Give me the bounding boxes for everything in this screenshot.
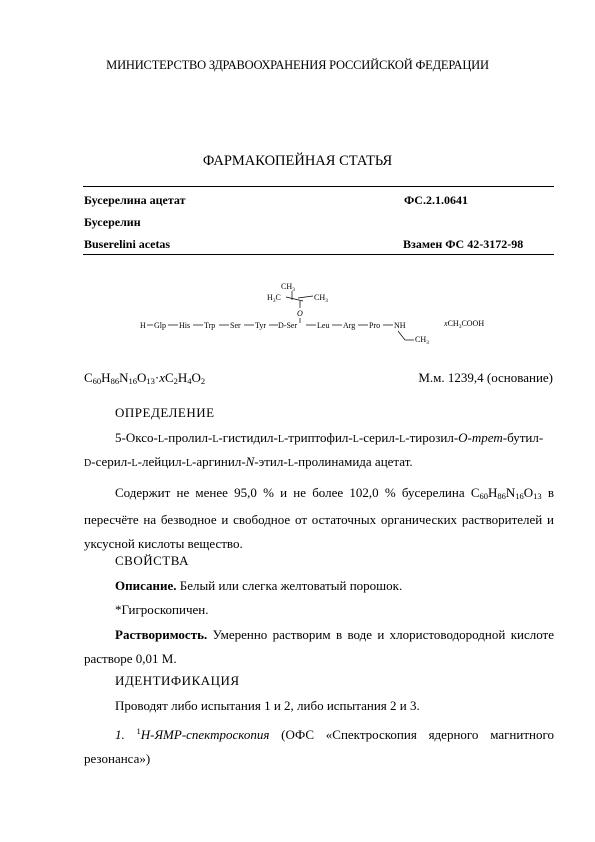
ethyl-label: $CH_3$ <box>415 335 429 346</box>
section-identification-heading: ИДЕНТИФИКАЦИЯ <box>115 673 240 688</box>
substance-name-ru: Бусерелина ацетат <box>84 193 186 207</box>
seq-trp: Trp <box>204 321 216 330</box>
properties-solubility: Растворимость. Умеренно растворим в воде и хлористоводородной кислоте растворе 0,01 М. <box>84 627 554 666</box>
seq-pro: Pro <box>369 321 381 330</box>
seq-h: H <box>140 321 146 330</box>
seq-glp: Glp <box>154 321 166 330</box>
tbutyl-right-label: $CH_3$ <box>314 293 328 304</box>
properties-hygroscopic: *Гигроскопичен. <box>115 602 209 617</box>
oxygen-label: O <box>297 309 303 318</box>
substance-name-short: Бусерелин <box>84 215 141 229</box>
definition-content: Содержит не менее 95,0 % и не более 102,0 % бусерелина $C_{60}H_{86}N_{16}O_{13}$ в пересчёте на безводное и свободное от остаточных органических растворителей и уксусной кислоты вещество. <box>84 485 555 551</box>
seq-tyr: Tyr <box>255 321 266 330</box>
properties-description: Описание. Белый или слегка желтоватый порошок. <box>115 578 403 593</box>
seq-arg: Arg <box>343 321 356 330</box>
structural-formula <box>130 278 530 348</box>
molecular-weight: М.м. 1239,4 (основание) <box>418 370 553 385</box>
monograph-code: ФС.2.1.0641 <box>404 193 468 207</box>
identification-nmr: 1. $^1$H-ЯМР-спектроскопия (ОФС «Спектроскопия ядерного магнитного резонанса») <box>84 726 554 766</box>
tbutyl-left-label: $H_3C$ <box>267 293 281 304</box>
peptide-sequence <box>140 321 406 330</box>
ministry-header: МИНИСТЕРСТВО ЗДРАВООХРАНЕНИЯ РОССИЙСКОЙ ФЕДЕРАЦИИ <box>106 58 489 72</box>
substance-name-latin: Buserelini acetas <box>84 237 171 251</box>
acetate-label: xCH$_3$COOH <box>444 319 485 330</box>
article-title: ФАРМАКОПЕЙНАЯ СТАТЬЯ <box>202 153 393 169</box>
section-properties-heading: СВОЙСТВА <box>115 553 189 568</box>
section-definition-heading: ОПРЕДЕЛЕНИЕ <box>115 405 215 420</box>
seq-ser: Ser <box>230 321 241 330</box>
tbutyl-top-label: $CH_3$ <box>281 282 295 293</box>
divider-top <box>83 186 554 187</box>
seq-dser: D-Ser <box>278 321 298 330</box>
replaces-note: Взамен ФС 42-3172-98 <box>403 237 524 251</box>
seq-nh: NH <box>394 321 406 330</box>
molecular-formula: $C_{60}H_{86}N_{16}O_{13}\cdot xC_2H_4O_2$ <box>84 370 206 386</box>
seq-his: His <box>179 321 191 330</box>
identification-tests-note: Проводят либо испытания 1 и 2, либо испытания 2 и 3. <box>115 698 420 713</box>
seq-leu: Leu <box>317 321 330 330</box>
definition-chemical-name: 5-Оксо-L-пролил-L-гистидил-L-триптофил-L-серил-L-тирозил-O-трет-бутил-D-серил-L-лейцил-L-аргинил-N-этил-L-пролинамида ацетат. <box>84 430 544 469</box>
divider-bottom <box>83 254 554 255</box>
